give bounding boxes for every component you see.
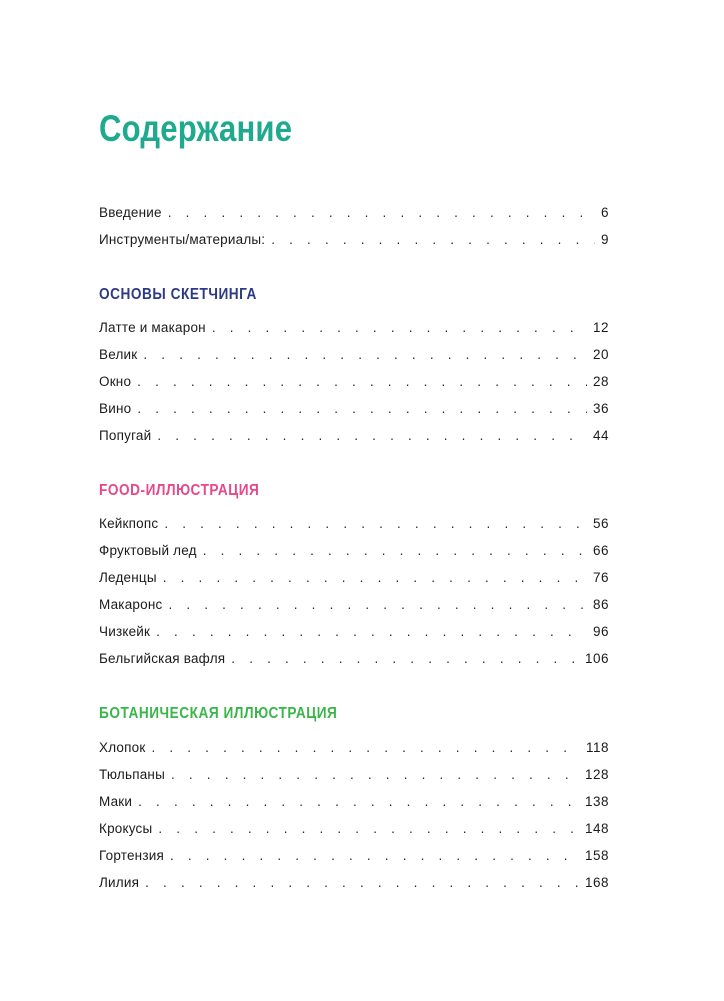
toc-entry-label: Крокусы	[99, 821, 153, 836]
dot-leader	[157, 426, 587, 446]
toc-entry[interactable]	[99, 372, 609, 392]
toc-entry-page-number: 20	[592, 347, 609, 362]
toc-entry[interactable]	[99, 792, 609, 812]
toc-entry[interactable]	[99, 819, 609, 839]
dot-leader	[271, 230, 595, 250]
dot-leader	[164, 514, 587, 534]
toc-entry-label: Хлопок	[99, 740, 146, 755]
dot-leader	[168, 595, 587, 615]
dot-leader	[163, 568, 587, 588]
toc-entry-label: Латте и макарон	[99, 320, 206, 335]
toc-entry-label: Кейкпопс	[99, 516, 159, 531]
toc-entry-label: Леденцы	[99, 570, 157, 585]
section-heading-botanical-illustration: БОТАНИЧЕСКАЯ ИЛЛЮСТРАЦИЯ	[99, 705, 338, 722]
toc-entry[interactable]	[99, 426, 609, 446]
toc-entry-label: Чизкейк	[99, 624, 151, 639]
toc-entry[interactable]	[99, 738, 609, 758]
toc-entry-page-number: 118	[585, 740, 609, 755]
dot-leader	[170, 846, 579, 866]
toc-entry[interactable]	[99, 514, 609, 534]
toc-entry[interactable]	[99, 318, 609, 338]
toc-entry-introduction[interactable]	[99, 203, 609, 223]
dot-leader	[145, 873, 579, 893]
toc-entry-page-number: 86	[592, 597, 609, 612]
toc-entry[interactable]	[99, 345, 609, 365]
toc-entry-page-number: 9	[600, 232, 609, 247]
toc-entry-label: Бельгийская вафля	[99, 651, 226, 666]
toc-entry-page-number: 96	[592, 624, 609, 639]
toc-entry-label: Инструменты/материалы:	[99, 232, 266, 247]
toc-entry-label: Окно	[99, 374, 132, 389]
toc-entry-page-number: 148	[584, 821, 609, 836]
toc-entry-label: Тюльпаны	[99, 767, 165, 782]
toc-entry-label: Гортензия	[99, 848, 164, 863]
dot-leader	[212, 318, 587, 338]
toc-entry[interactable]	[99, 399, 609, 419]
dot-leader	[151, 738, 580, 758]
toc-entry-page-number: 158	[584, 848, 609, 863]
dot-leader	[171, 765, 579, 785]
toc-entry[interactable]	[99, 622, 609, 642]
dot-leader	[203, 541, 587, 561]
toc-entry[interactable]	[99, 765, 609, 785]
dot-leader	[231, 649, 579, 669]
toc-entry-page-number: 28	[592, 374, 609, 389]
toc-entry-page-number: 36	[592, 401, 609, 416]
toc-entry[interactable]	[99, 568, 609, 588]
dot-leader	[156, 622, 587, 642]
toc-entry[interactable]	[99, 541, 609, 561]
toc-entry-page-number: 56	[592, 516, 609, 531]
toc-entry-label: Маки	[99, 794, 133, 809]
toc-entry-page-number: 138	[584, 794, 609, 809]
dot-leader	[158, 819, 579, 839]
toc-entry-page-number: 44	[592, 428, 609, 443]
toc-entry-label: Лилия	[99, 875, 140, 890]
toc-entry-page-number: 66	[592, 543, 609, 558]
dot-leader	[138, 792, 579, 812]
toc-entry[interactable]	[99, 649, 609, 669]
section-heading-food-illustration: FOOD-ИЛЛЮСТРАЦИЯ	[99, 482, 260, 499]
toc-entry-label: Велик	[99, 347, 138, 362]
toc-entry[interactable]	[99, 873, 609, 893]
toc-entry-page-number: 168	[584, 875, 609, 890]
toc-entry-label: Фруктовый лед	[99, 543, 197, 558]
toc-entry-label: Вино	[99, 401, 132, 416]
toc-entry[interactable]	[99, 595, 609, 615]
dot-leader	[143, 345, 587, 365]
toc-entry-label: Макаронс	[99, 597, 163, 612]
dot-leader	[137, 372, 587, 392]
dot-leader	[137, 399, 587, 419]
section-heading-sketching-basics: ОСНОВЫ СКЕТЧИНГА	[99, 286, 257, 303]
toc-entry[interactable]	[99, 846, 609, 866]
toc-entry-tools-materials[interactable]	[99, 230, 609, 250]
toc-entry-label: Попугай	[99, 428, 152, 443]
dot-leader	[168, 203, 595, 223]
toc-entry-page-number: 12	[592, 320, 609, 335]
toc-entry-label: Введение	[99, 205, 162, 220]
toc-entry-page-number: 106	[584, 651, 609, 666]
toc-entry-page-number: 76	[592, 570, 609, 585]
toc-entry-page-number: 128	[584, 767, 609, 782]
page-title: Содержание	[99, 108, 293, 149]
toc-entry-page-number: 6	[600, 205, 609, 220]
